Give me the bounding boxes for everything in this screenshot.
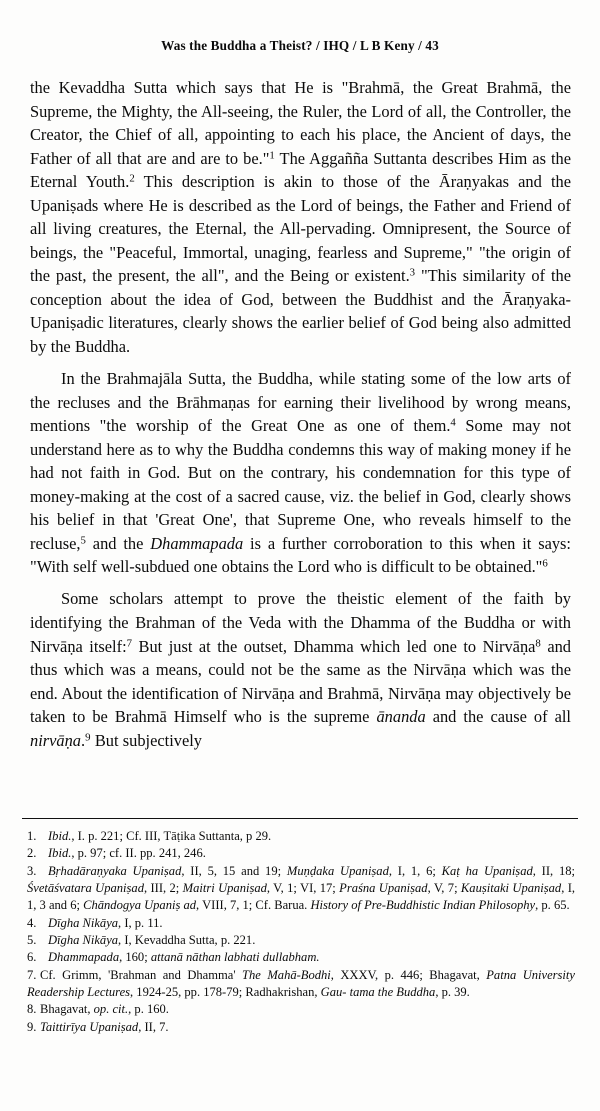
italic-text: Dhammapada: [48, 950, 120, 965]
footnote-number: 8.: [27, 1002, 37, 1017]
text-run: , 160;: [119, 950, 151, 965]
text-run: and the cause of all: [425, 707, 571, 727]
footnote-text: [48, 950, 320, 964]
italic-text: Dhammapada: [150, 533, 244, 553]
text-run: , VIII, 7, 1; Cf. Barua.: [196, 898, 311, 913]
text-run: and thus which was a means, could not be the same as the Nirvāṇa which was the end. About the identification of Nirvāṇa and Brahmā, Nirvāṇa may objectively be taken to be Brahmā Himself who is the supreme: [30, 636, 571, 727]
italic-text: Gau- tama the Buddha: [320, 985, 436, 1000]
italic-text: Dīgha Nikāya: [48, 933, 119, 948]
footnote-text: [48, 846, 206, 860]
footnote-text: [48, 829, 271, 843]
text-run: Bhagavat,: [40, 1002, 94, 1017]
footnote-number: 6.: [27, 950, 37, 965]
italic-text: The Mahā-Bodhi: [242, 967, 331, 982]
footnote-item: [27, 845, 575, 862]
text-run: Some may not understand here as to why the Buddha condemns this way of making money if he had not faith in God. But on the contrary, his condemnation for this type of money-making at the cost of a sacred cause, viz. the belief in God, clearly shows his belief in that 'Great One', that Supreme One, who reveals himself to the recluse,: [30, 416, 571, 553]
text-run: , II, 5, 15 and 19;: [181, 863, 287, 878]
italic-text: Patna University Readership Lectures: [27, 967, 575, 1000]
text-run: Cf. Grimm, 'Brahman and Dhamma': [40, 967, 243, 982]
italic-text: ānanda: [376, 707, 426, 727]
text-run: , p. 39.: [435, 985, 470, 1000]
italic-text: Taittirīya Upaniṣad: [40, 1019, 139, 1034]
footnote-number: 4.: [27, 915, 37, 930]
text-run: , II, 7.: [138, 1019, 169, 1034]
italic-text: Ibid.: [48, 829, 72, 843]
text-run: , II, 18;: [532, 863, 576, 878]
italic-text: Maitri Upaniṣad: [182, 881, 267, 896]
footnote-item: [27, 915, 575, 932]
footnote-text: [40, 1002, 169, 1016]
footnote-text: [27, 864, 575, 913]
text-run: , I, Kevaddha Sutta, p. 221.: [118, 933, 256, 948]
footnote-marker: 2: [129, 172, 135, 185]
footnote-item: [27, 863, 575, 915]
italic-text: Kaṭ ha Upaniṣad: [441, 863, 533, 878]
footnote-marker: 5: [80, 534, 86, 547]
footnote-number: 2.: [27, 846, 37, 861]
text-run: , 1924-25, pp. 178-79; Radhakrishan,: [130, 985, 321, 1000]
running-head: Was the Buddha a Theist? / IHQ / L B Keny / 43: [161, 38, 439, 53]
text-run: Some scholars attempt to prove the theistic element of the faith by identifying the Brahman of the Veda with the Dhamma of the Buddha or with Nirvāṇa itself:: [30, 589, 571, 656]
text-run: But just at the outset, Dhamma which led one to Nirvāṇa: [132, 636, 536, 656]
footnotes-list: [27, 828, 575, 1036]
footnote-item: [27, 1019, 575, 1036]
text-run: But subjectively: [90, 730, 202, 750]
footnote-text: [48, 916, 163, 930]
text-run: This description is akin to those of the Āraṇyakas and the Upaniṣads where He is described as the Lord of beings, the Father and Friend of all living creatures, the Eternal, the All-pervading. Omnipresent, the Source of beings, the "Peaceful, Immortal, unaging, fearless and Supreme," "the origin of the past, the present, the all", and the Being or existent.: [30, 172, 571, 286]
footnote-text: [40, 1020, 169, 1034]
italic-text: Muṇḍaka Upaniṣad: [286, 863, 389, 878]
italic-text: nirvāṇa: [30, 730, 81, 750]
text-run: and the: [85, 533, 151, 553]
footnote-number: 9.: [27, 1019, 37, 1034]
text-run: , V, 1; VI, 17;: [266, 881, 340, 896]
text-run: the Kevaddha Sutta which says that He is "Brahmā, the Great Brahmā, the Supreme, the Mighty, the All-seeing, the Ruler, the Lord of all, the Controller, the Creator, the Chief of all, appointing to each his place, the Ancient of days, the Father of all that are and are to be.": [30, 78, 571, 168]
text-run: "This similarity of the conception about the idea of God, between the Buddhist and the Āraṇyaka-Upaniṣadic literatures, clearly shows the earlier belief of God being also admitted by the Buddha.: [30, 266, 571, 357]
text-run: , p. 160.: [128, 1002, 169, 1017]
italic-text: op. cit.: [93, 1002, 129, 1017]
italic-text: Praśna Upaniṣad: [339, 881, 428, 896]
italic-text: attanā nāthan labhati dullabham.: [150, 950, 320, 965]
footnote-marker: 7: [126, 636, 133, 649]
footnote-item: [27, 967, 575, 1002]
footnote-separator-rule: [22, 818, 578, 819]
footnote-item: [27, 1001, 575, 1018]
footnote-marker: 8: [535, 636, 541, 649]
text-run: , p. 65.: [535, 898, 570, 913]
text-run: , XXXV, p. 446; Bhagavat,: [330, 967, 487, 982]
italic-text: Dīgha Nikāya: [48, 915, 119, 930]
text-run: , III, 2;: [143, 881, 183, 896]
text-run: , V, 7;: [427, 881, 461, 896]
italic-text: Chāndogya Upaniṣ ad: [83, 898, 197, 913]
footnote-text: [48, 933, 255, 947]
text-run: In the Brahmajāla Sutta, the Buddha, while stating some of the low arts of the recluses and the Brāhmaṇas for earning their livelihood by wrong means, mentions "the worship of the Great One as one of them.: [30, 369, 571, 436]
text-run: , I. p. 221; Cf. III, Tāṭika Suttanta, p 29.: [71, 829, 272, 843]
footnote-marker: 1: [269, 149, 275, 162]
body-text-column: [30, 76, 571, 752]
text-run: .: [81, 730, 86, 750]
text-run: , I, 1, 3 and 6;: [27, 881, 576, 913]
italic-text: History of Pre-Buddhistic Indian Philosophy: [310, 898, 536, 913]
para-3: [30, 587, 571, 752]
para-2: [30, 367, 571, 579]
text-run: , I, 1, 6;: [388, 863, 442, 878]
footnote-marker: 6: [542, 557, 548, 570]
para-1: [30, 76, 571, 359]
footnote-number: 5.: [27, 933, 37, 948]
text-run: is a further corroboration to this when it says: "With self well-subdued one obtains the Lord who is difficult to be obtained.": [30, 533, 571, 577]
text-run: The Aggañña Suttanta describes Him as the Eternal Youth.: [30, 148, 571, 192]
text-run: , p. 97; cf. II. pp. 241, 246.: [71, 846, 206, 861]
footnote-number: 3.: [27, 863, 37, 878]
text-run: , I, p. 11.: [118, 915, 163, 930]
footnote-number: 1.: [27, 829, 37, 843]
italic-text: Ibid.: [48, 846, 72, 861]
italic-text: Śvetāśvatara Upaniṣad: [27, 881, 144, 896]
footnote-marker: 9: [85, 731, 91, 744]
footnote-number: 7.: [27, 967, 37, 982]
italic-text: Bṛhadāraṇyaka Upaniṣad: [48, 863, 182, 878]
footnote-item: [27, 932, 575, 949]
footnote-item: [27, 828, 575, 845]
italic-text: Kauṣitaki Upaniṣad: [460, 881, 562, 896]
footnote-text: [27, 968, 575, 999]
footnote-marker: 4: [450, 416, 456, 429]
footnote-item: [27, 949, 575, 966]
footnote-marker: 3: [409, 266, 416, 279]
